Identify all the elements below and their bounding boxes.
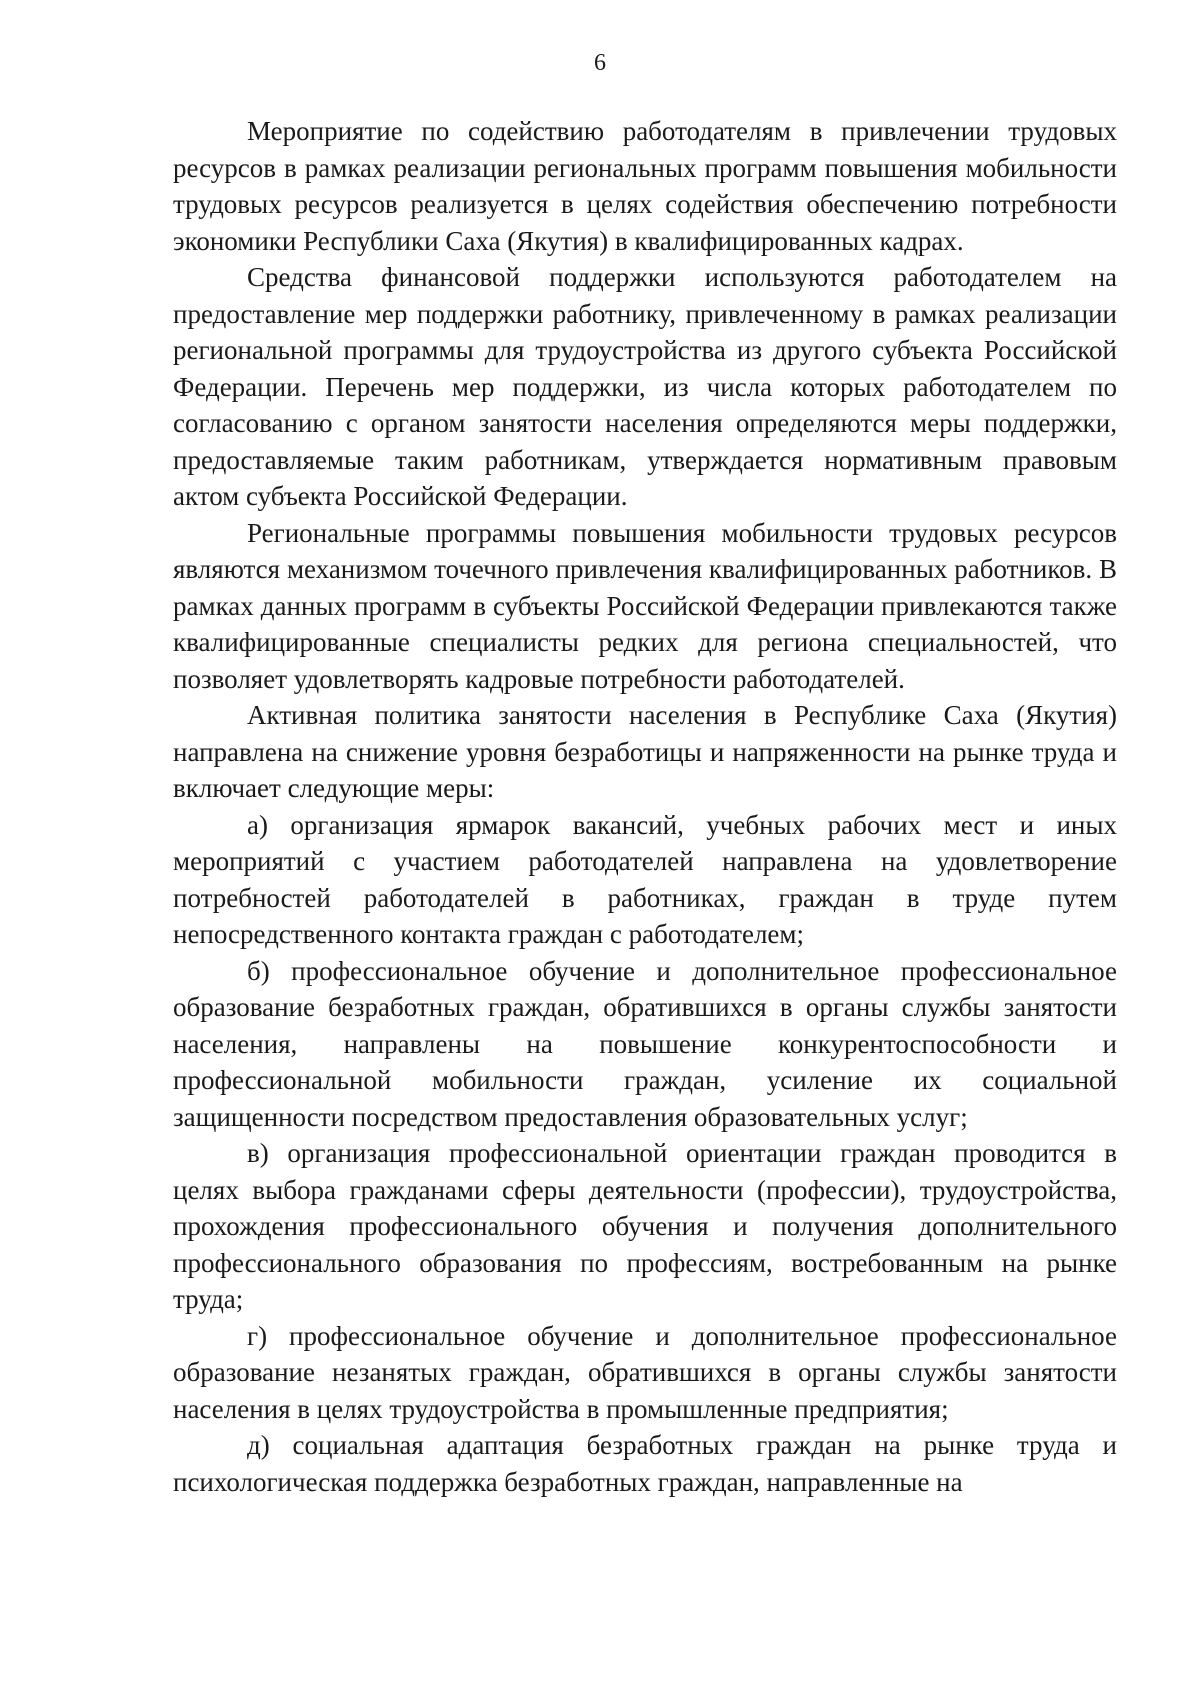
document-body xyxy=(173,113,1117,1500)
list-item-a: а) организация ярмарок вакансий, учебных рабочих мест и иных мероприятий с участием работодателей направлена на удовлетворение потребностей работодателей в работниках, граждан в труде путем непосредственного контакта граждан с работодателем; xyxy=(173,809,1117,949)
paragraph-regional-programs: Региональные программы повышения мобильности трудовых ресурсов являются механизмом точечного привлечения квалифицированных работников. В рамках данных программ в субъекты Российской Федерации привлекаются также квалифицированные специалисты редких для региона специальностей, что позволяет удовлетворять кадровые потребности работодателей. xyxy=(173,517,1117,694)
paragraph-active-employment-policy: Активная политика занятости населения в Республике Саха (Якутия) направлена на снижение уровня безработицы и напряженности на рынке труда и включает следующие меры: xyxy=(173,700,1117,803)
list-item-b: б) профессиональное обучение и дополнительное профессиональное образование безработных граждан, обратившихся в органы службы занятости населения, направлены на повышение конкурентоспособности и профессиональной мобильности граждан, усиление их социальной защищенности посредством предоставления образовательных услуг; xyxy=(173,955,1117,1132)
page-number: 6 xyxy=(594,50,606,76)
list-item-v: в) организация профессиональной ориентации граждан проводится в целях выбора гражданами сферы деятельности (профессии), трудоустройства, прохождения профессионального обучения и получения дополнительного профессионального образования по профессиям, востребованным на рынке труда; xyxy=(173,1138,1117,1314)
paragraph-mobility-measure: Мероприятие по содействию работодателям в привлечении трудовых ресурсов в рамках реализации региональных программ повышения мобильности трудовых ресурсов реализуется в целях содействия обеспечению потребности экономики Республики Саха (Якутия) в квалифицированных кадрах. xyxy=(173,116,1117,256)
list-item-g: г) профессиональное обучение и дополнительное профессиональное образование незанятых граждан, обратившихся в органы службы занятости населения в целях трудоустройства в промышленные предприятия; xyxy=(173,1320,1117,1424)
list-item-d: д) социальная адаптация безработных граждан на рынке труда и психологическая поддержка безработных граждан, направленные на xyxy=(173,1430,1117,1497)
paragraph-financial-support: Средства финансовой поддержки используются работодателем на предоставление мер поддержки работнику, привлеченному в рамках реализации региональной программы для трудоустройства из другого субъекта Российской Федерации. Перечень мер поддержки, из числа которых работодателем по согласованию с органом занятости населения определяются меры поддержки, предоставляемые таким работникам, утверждается нормативным правовым актом субъекта Российской Федерации. xyxy=(173,262,1117,511)
